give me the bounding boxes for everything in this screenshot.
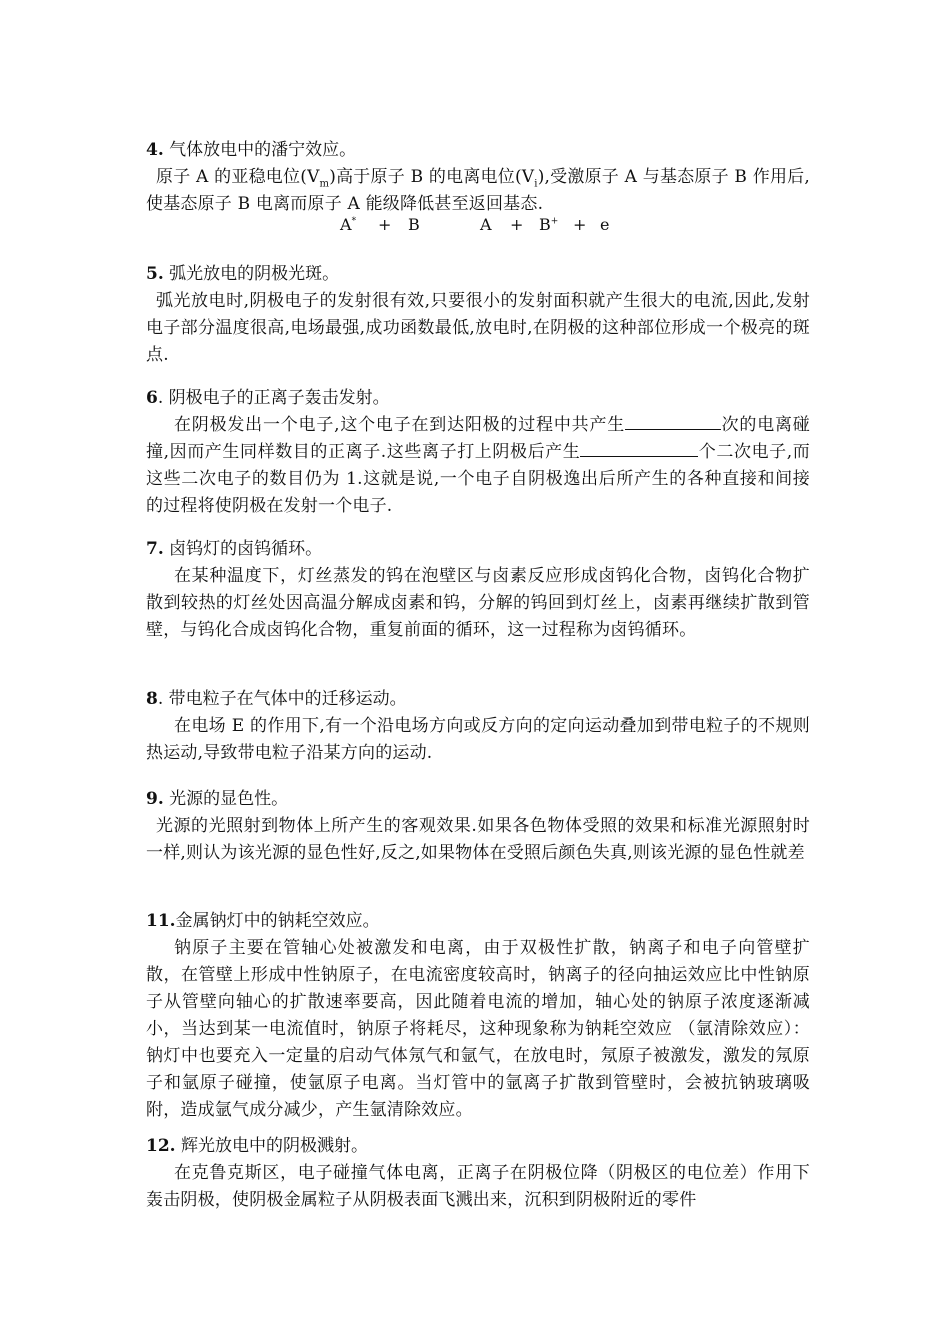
formula-term: A bbox=[480, 215, 492, 234]
section-number: 12. bbox=[146, 1136, 176, 1156]
section-4-heading bbox=[146, 137, 810, 164]
section-title: 气体放电中的潘宁效应。 bbox=[163, 140, 357, 160]
section-12-body: 在克鲁克斯区，电子碰撞气体电离，正离子在阴极位降（阴极区的电位差）作用下轰击阴极，使阴极金属粒子从阴极表面飞溅出来，沉积到阴极附近的零件 bbox=[146, 1163, 810, 1210]
body-text: 个二次电子,而这些二次电子的数目仍为 1.这就是说,一个电子自阴极逸出后所产生的各种直接和间接的过程将使阴极在发射一个电子. bbox=[146, 442, 810, 516]
formula-operator: + bbox=[510, 215, 524, 234]
subscript: m bbox=[319, 178, 330, 190]
section-6 bbox=[146, 385, 810, 520]
section-9-heading bbox=[146, 786, 810, 813]
section-6-body bbox=[146, 412, 810, 520]
section-number: 4. bbox=[146, 140, 164, 160]
section-5-heading bbox=[146, 261, 810, 288]
body-text: 次的电离碰撞,因而产生同样数目的正离子.这些离子打上阴极后产生 bbox=[146, 415, 810, 462]
formula-term: B bbox=[408, 215, 420, 234]
formula-term: e bbox=[600, 215, 610, 234]
section-7 bbox=[146, 536, 810, 644]
section-title: . 带电粒子在气体中的迁移运动。 bbox=[157, 689, 407, 709]
section-title: 弧光放电的阴极光斑。 bbox=[163, 264, 340, 284]
subscript: i bbox=[534, 178, 538, 190]
section-number: 7. bbox=[146, 539, 164, 559]
section-4-body bbox=[146, 164, 810, 218]
section-title: 光源的显色性。 bbox=[163, 789, 289, 809]
section-6-heading bbox=[146, 385, 810, 412]
formula-term: B+ bbox=[539, 215, 559, 234]
section-9 bbox=[146, 786, 810, 867]
fill-in-blank[interactable] bbox=[625, 412, 721, 430]
section-8 bbox=[146, 686, 810, 767]
section-number: 5. bbox=[146, 264, 164, 284]
body-text: 在阴极发出一个电子,这个电子在到达阳极的过程中共产生 bbox=[174, 415, 626, 435]
section-9-body: 光源的光照射到物体上所产生的客观效果.如果各色物体受照的效果和标准光源照射时一样,则认为该光源的显色性好,反之,如果物体在受照后颜色失真,则该光源的显色性就差 bbox=[146, 816, 810, 863]
section-12-heading bbox=[146, 1133, 810, 1160]
section-8-body: 在电场 E 的作用下,有一个沿电场方向或反方向的定向运动叠加到带电粒子的不规则热运动,导致带电粒子沿某方向的运动. bbox=[146, 716, 810, 763]
section-7-body: 在某种温度下，灯丝蒸发的钨在泡壁区与卤素反应形成卤钨化合物，卤钨化合物扩散到较热的灯丝处因高温分解成卤素和钨，分解的钨回到灯丝上，卤素再继续扩散到管壁，与钨化合成卤钨化合物，重复前面的循环，这一过程称为卤钨循环。 bbox=[146, 566, 810, 640]
section-number: 8 bbox=[146, 689, 158, 709]
section-number: 9. bbox=[146, 789, 164, 809]
body-text: )高于原子 B 的电离电位(V bbox=[329, 167, 535, 187]
formula-term: A* bbox=[340, 215, 357, 234]
section-12 bbox=[146, 1133, 810, 1214]
section-4 bbox=[146, 137, 810, 218]
section-5-body: 弧光放电时,阴极电子的发射很有效,只要很小的发射面积就产生很大的电流,因此,发射电子部分温度很高,电场最强,成功函数最低,放电时,在阴极的这种部位形成一个极亮的斑点. bbox=[146, 291, 810, 365]
section-title: 辉光放电中的阴极溅射。 bbox=[175, 1136, 368, 1156]
section-number: 6 bbox=[146, 388, 158, 408]
section-11-heading bbox=[146, 908, 810, 935]
formula-operator: + bbox=[573, 215, 587, 234]
section-8-heading bbox=[146, 686, 810, 713]
fill-in-blank[interactable] bbox=[580, 439, 698, 457]
section-title: 卤钨灯的卤钨循环。 bbox=[163, 539, 323, 559]
section-11 bbox=[146, 908, 810, 1124]
section-title: 金属钠灯中的钠耗空效应。 bbox=[175, 911, 380, 931]
body-text: ),受激原子 A 与基态原子 B 作用后,使基态原子 B 电离而原子 A 能级降低甚至返回基态. bbox=[146, 167, 810, 214]
section-11-body: 钠原子主要在管轴心处被激发和电离，由于双极性扩散，钠离子和电子向管壁扩散，在管壁上形成中性钠原子，在电流密度较高时，钠离子的径向抽运效应比中性钠原子从管壁向轴心的扩散速率要高，因此随着电流的增加，轴心处的钠原子浓度逐渐减小，当达到某一电流值时，钠原子将耗尽，这种现象称为钠耗空效应 （氩清除效应）：钠灯中也要充入一定量的启动气体氖气和氩气，在放电时，氖原子被激发，激发的氖原子和氩原子碰撞，使氩原子电离。当灯管中的氩离子扩散到管壁时，会被抗钠玻璃吸附，造成氩气成分减少，产生氩清除效应。 bbox=[146, 938, 810, 1120]
body-text: 原子 A 的亚稳电位(V bbox=[156, 167, 320, 187]
section-title: . 阴极电子的正离子轰击发射。 bbox=[157, 388, 390, 408]
section-5 bbox=[146, 261, 810, 369]
section-7-heading bbox=[146, 536, 810, 563]
section-number: 11. bbox=[146, 911, 176, 931]
formula-operator: + bbox=[378, 215, 392, 234]
